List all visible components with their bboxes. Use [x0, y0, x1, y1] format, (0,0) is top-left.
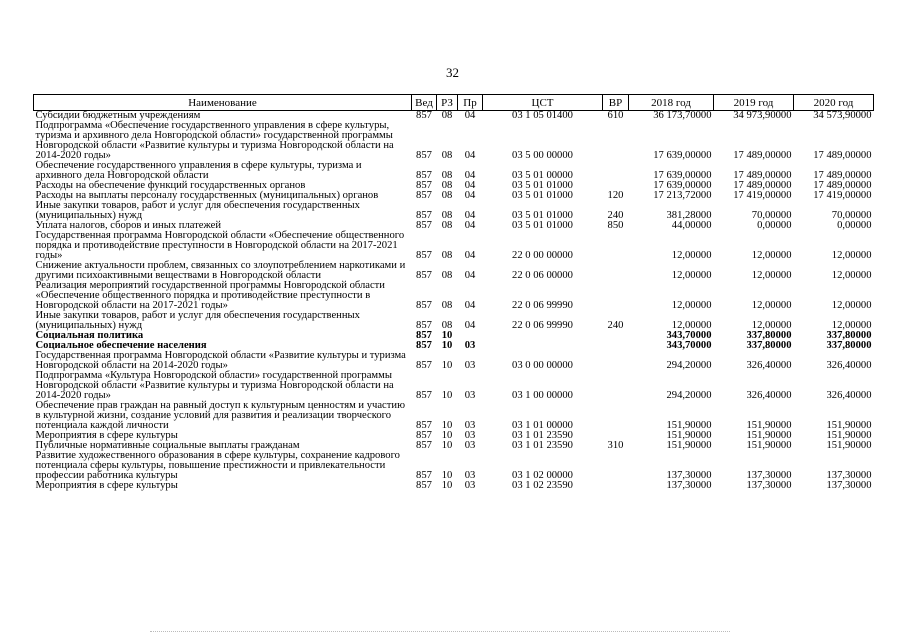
pr-cell: 04 — [464, 300, 476, 311]
cst-cell: 22 0 00 00000 — [512, 250, 573, 261]
cst-cell: 03 5 01 00000 — [512, 170, 573, 181]
rz-cell: 08 — [441, 170, 453, 181]
cst-cell: 03 1 00 00000 — [512, 390, 573, 401]
ved-cell: 857 — [416, 170, 432, 181]
ved-cell: 857 — [416, 250, 432, 261]
pr-cell: 04 — [464, 190, 476, 201]
value-2018-cell: 343,70000 — [666, 330, 712, 341]
value-2020-cell: 12,00000 — [831, 270, 872, 281]
vr-cell — [603, 281, 629, 311]
ved-cell: 857 — [416, 150, 432, 161]
name-cell: Государственная программа Новгородской области «Обеспечение общественного порядка и противодействие преступности в Новгородской области на 2017-2021 годы» — [35, 230, 405, 261]
vr-cell: 240 — [607, 320, 624, 331]
cst-cell: 03 1 01 23590 — [512, 430, 573, 441]
cst-cell: 03 1 02 23590 — [512, 480, 573, 491]
vr-cell: 310 — [607, 440, 624, 451]
value-2020-cell: 0,00000 — [837, 220, 872, 231]
value-2019-cell: 12,00000 — [751, 320, 792, 331]
value-2019-cell: 151,90000 — [746, 430, 792, 441]
ved-cell: 857 — [416, 420, 432, 431]
table-row — [34, 371, 874, 401]
value-2020-cell: 326,40000 — [826, 390, 872, 401]
column-header-name: Наименование — [34, 95, 412, 111]
cst-cell: 03 5 01 01000 — [512, 180, 573, 191]
rz-cell: 08 — [441, 110, 453, 121]
value-2020-cell: 151,90000 — [826, 420, 872, 431]
rz-cell: 10 — [441, 340, 453, 351]
value-2020-cell: 34 573,90000 — [813, 110, 872, 121]
column-header-ved: Вед — [412, 95, 437, 111]
ved-cell: 857 — [416, 300, 432, 311]
value-2018-cell: 12,00000 — [671, 250, 712, 261]
page-number: 32 — [446, 65, 459, 80]
value-2020-cell: 17 489,00000 — [813, 180, 872, 191]
cst-cell: 03 5 01 01000 — [512, 190, 573, 201]
ved-cell: 857 — [416, 320, 432, 331]
ved-cell: 857 — [416, 470, 432, 481]
pr-cell: 03 — [464, 470, 476, 481]
value-2020-cell: 12,00000 — [831, 320, 872, 331]
rz-cell: 08 — [441, 300, 453, 311]
pr-cell: 04 — [464, 210, 476, 221]
table-row — [34, 261, 874, 281]
value-2018-cell: 137,30000 — [666, 480, 712, 491]
cst-cell: 03 5 01 01000 — [512, 210, 573, 221]
ved-cell: 857 — [416, 330, 432, 341]
value-2019-cell: 151,90000 — [746, 420, 792, 431]
table-row — [34, 481, 874, 491]
cst-cell: 03 1 05 01400 — [512, 110, 573, 121]
table-row — [34, 121, 874, 161]
cst-cell — [483, 341, 603, 351]
table-body — [34, 111, 874, 492]
ved-cell: 857 — [416, 390, 432, 401]
rz-cell: 10 — [441, 390, 453, 401]
name-cell: Мероприятия в сфере культуры — [35, 480, 178, 491]
pr-cell: 03 — [464, 420, 476, 431]
column-header-2020: 2020 год — [794, 95, 874, 111]
value-2018-cell: 12,00000 — [671, 270, 712, 281]
value-2018-cell: 44,00000 — [671, 220, 712, 231]
value-2020-cell: 17 489,00000 — [813, 170, 872, 181]
value-2019-cell: 137,30000 — [746, 480, 792, 491]
name-cell: Расходы на выплаты персоналу государственных (муниципальных) органов — [35, 190, 379, 201]
pr-cell: 03 — [464, 390, 476, 401]
value-2019-cell: 12,00000 — [751, 270, 792, 281]
value-2018-cell: 17 639,00000 — [653, 170, 712, 181]
rz-cell: 08 — [441, 250, 453, 261]
name-cell: Расходы на обеспечение функций государственных органов — [35, 180, 306, 191]
rz-cell: 08 — [441, 220, 453, 231]
column-header-vr: ВР — [603, 95, 629, 111]
rz-cell: 10 — [441, 360, 453, 371]
name-cell: Социальная политика — [35, 330, 144, 341]
footer-rule — [150, 631, 730, 633]
value-2018-cell: 12,00000 — [671, 320, 712, 331]
value-2018-cell: 36 173,70000 — [653, 110, 712, 121]
value-2018-cell: 12,00000 — [671, 300, 712, 311]
value-2020-cell: 17 489,00000 — [813, 150, 872, 161]
value-2019-cell: 326,40000 — [746, 390, 792, 401]
pr-cell: 04 — [464, 110, 476, 121]
value-2019-cell: 17 489,00000 — [733, 150, 792, 161]
value-2020-cell: 12,00000 — [831, 250, 872, 261]
cst-cell: 03 0 00 00000 — [512, 360, 573, 371]
column-header-2019: 2019 год — [714, 95, 794, 111]
column-header-rz: РЗ — [437, 95, 458, 111]
column-header-pr: Пр — [458, 95, 483, 111]
cst-cell: 03 1 02 00000 — [512, 470, 573, 481]
value-2018-cell: 294,20000 — [666, 360, 712, 371]
value-2020-cell: 70,00000 — [831, 210, 872, 221]
rz-cell: 10 — [441, 480, 453, 491]
column-header-2018: 2018 год — [629, 95, 714, 111]
value-2020-cell: 137,30000 — [826, 470, 872, 481]
ved-cell: 857 — [416, 270, 432, 281]
pr-cell: 03 — [464, 440, 476, 451]
rz-cell: 08 — [441, 150, 453, 161]
vr-cell: 610 — [607, 110, 624, 121]
vr-cell — [603, 451, 629, 481]
vr-cell — [603, 341, 629, 351]
value-2019-cell: 151,90000 — [746, 440, 792, 451]
value-2019-cell: 337,80000 — [746, 340, 792, 351]
value-2020-cell: 137,30000 — [826, 480, 872, 491]
name-cell: Субсидии бюджетным учреждениям — [35, 110, 201, 121]
rz-cell: 08 — [441, 320, 453, 331]
table-row — [34, 201, 874, 221]
name-cell: Обеспечение государственного управления в сфере культуры, туризма и архивного дела Новгородской области — [35, 160, 362, 181]
value-2019-cell: 34 973,90000 — [733, 110, 792, 121]
value-2019-cell: 12,00000 — [751, 250, 792, 261]
rz-cell: 10 — [441, 420, 453, 431]
rz-cell: 08 — [441, 210, 453, 221]
rz-cell: 10 — [441, 440, 453, 451]
pr-cell: 04 — [464, 150, 476, 161]
rz-cell: 10 — [441, 470, 453, 481]
vr-cell — [603, 161, 629, 181]
value-2019-cell: 17 419,00000 — [733, 190, 792, 201]
value-2019-cell: 137,30000 — [746, 470, 792, 481]
table-row — [34, 311, 874, 331]
pr-cell: 04 — [464, 170, 476, 181]
pr-cell: 04 — [464, 320, 476, 331]
value-2020-cell: 12,00000 — [831, 300, 872, 311]
value-2018-cell: 17 639,00000 — [653, 180, 712, 191]
name-cell: Развитие художественного образования в сфере культуры, сохранение кадрового потенциала сферы культуры, повышение престижности и привлекательности профессии работника культуры — [35, 450, 400, 481]
pr-cell: 03 — [464, 480, 476, 491]
cst-cell: 03 5 01 01000 — [512, 220, 573, 231]
table-header-row — [34, 95, 874, 111]
table-row — [34, 451, 874, 481]
rz-cell: 10 — [441, 330, 453, 341]
pr-cell: 03 — [464, 430, 476, 441]
ved-cell: 857 — [416, 440, 432, 451]
value-2020-cell: 337,80000 — [826, 330, 872, 341]
vr-cell: 240 — [607, 210, 624, 221]
rz-cell: 08 — [441, 190, 453, 201]
value-2018-cell: 17 213,72000 — [653, 190, 712, 201]
value-2019-cell: 0,00000 — [757, 220, 792, 231]
vr-cell — [603, 121, 629, 161]
name-cell: Публичные нормативные социальные выплаты гражданам — [35, 440, 300, 451]
value-2019-cell: 12,00000 — [751, 300, 792, 311]
vr-cell: 850 — [607, 220, 624, 231]
name-cell: Обеспечение прав граждан на равный доступ к культурным ценностям и участию в культурной жизни, создание условий для развития и реализации творческого потенциала каждой личности — [35, 400, 405, 431]
value-2020-cell: 17 419,00000 — [813, 190, 872, 201]
cst-cell: 22 0 06 00000 — [512, 270, 573, 281]
table-row — [34, 231, 874, 261]
pr-cell: 04 — [464, 220, 476, 231]
ved-cell: 857 — [416, 190, 432, 201]
name-cell: Снижение актуальности проблем, связанных со злоупотреблением наркотиками и другими психоактивными веществами в Новгородской области — [35, 260, 406, 281]
name-cell: Подпрограмма «Обеспечение государственного управления в сфере культуры, туризма и архивного дела Новгородской области» государственной программы Новгородской области «Развитие культуры и туризма Новгородской области на 2014-2020 годы» — [35, 120, 394, 161]
value-2020-cell: 151,90000 — [826, 440, 872, 451]
value-2018-cell: 151,90000 — [666, 430, 712, 441]
cst-cell: 03 1 01 00000 — [512, 420, 573, 431]
value-2018-cell: 151,90000 — [666, 420, 712, 431]
name-cell: Социальное обеспечение населения — [35, 340, 207, 351]
table-row — [34, 401, 874, 431]
pr-cell: 03 — [464, 360, 476, 371]
ved-cell: 857 — [416, 180, 432, 191]
pr-cell: 04 — [464, 270, 476, 281]
rz-cell: 08 — [441, 270, 453, 281]
ved-cell: 857 — [416, 430, 432, 441]
name-cell: Государственная программа Новгородской области «Развитие культуры и туризма Новгородской области на 2014-2020 годы» — [35, 350, 406, 371]
ved-cell: 857 — [416, 340, 432, 351]
name-cell: Иные закупки товаров, работ и услуг для обеспечения государственных (муниципальных) нужд — [35, 310, 360, 331]
value-2019-cell: 17 489,00000 — [733, 180, 792, 191]
name-cell: Уплата налогов, сборов и иных платежей — [35, 220, 222, 231]
value-2019-cell: 70,00000 — [751, 210, 792, 221]
pr-cell: 04 — [464, 180, 476, 191]
vr-cell — [603, 371, 629, 401]
value-2020-cell: 151,90000 — [826, 430, 872, 441]
table-row — [34, 281, 874, 311]
value-2018-cell: 343,70000 — [666, 340, 712, 351]
value-2018-cell: 137,30000 — [666, 470, 712, 481]
name-cell: Мероприятия в сфере культуры — [35, 430, 178, 441]
value-2020-cell: 326,40000 — [826, 360, 872, 371]
value-2020-cell: 337,80000 — [826, 340, 872, 351]
value-2019-cell: 17 489,00000 — [733, 170, 792, 181]
name-cell: Иные закупки товаров, работ и услуг для обеспечения государственных (муниципальных) нужд — [35, 200, 360, 221]
value-2018-cell: 294,20000 — [666, 390, 712, 401]
ved-cell: 857 — [416, 110, 432, 121]
column-header-cst: ЦСТ — [483, 95, 603, 111]
value-2019-cell: 337,80000 — [746, 330, 792, 341]
cst-cell: 22 0 06 99990 — [512, 300, 573, 311]
ved-cell: 857 — [416, 360, 432, 371]
pr-cell: 04 — [464, 250, 476, 261]
cst-cell — [483, 331, 603, 341]
vr-cell — [603, 231, 629, 261]
vr-cell — [603, 401, 629, 431]
ved-cell: 857 — [416, 210, 432, 221]
rz-cell: 08 — [441, 180, 453, 191]
ved-cell: 857 — [416, 480, 432, 491]
vr-cell — [603, 351, 629, 371]
table-row — [34, 351, 874, 371]
value-2018-cell: 381,28000 — [666, 210, 712, 221]
cst-cell: 22 0 06 99990 — [512, 320, 573, 331]
ved-cell: 857 — [416, 220, 432, 231]
value-2018-cell: 17 639,00000 — [653, 150, 712, 161]
name-cell: Реализация мероприятий государственной программы Новгородской области «Обеспечение общественного порядка и противодействие преступности в Новгородской области на 2017-2021 годы» — [35, 280, 385, 311]
value-2018-cell: 151,90000 — [666, 440, 712, 451]
name-cell: Подпрограмма «Культура Новгородской области» государственной программы Новгородской области «Развитие культуры и туризма Новгородской области на 2014-2020 годы» — [35, 370, 394, 401]
cst-cell: 03 5 00 00000 — [512, 150, 573, 161]
pr-cell: 03 — [464, 340, 476, 351]
vr-cell — [603, 481, 629, 491]
vr-cell — [603, 331, 629, 341]
cst-cell: 03 1 01 23590 — [512, 440, 573, 451]
rz-cell: 10 — [441, 430, 453, 441]
budget-table — [33, 94, 874, 491]
table-row — [34, 161, 874, 181]
vr-cell — [603, 261, 629, 281]
value-2019-cell: 326,40000 — [746, 360, 792, 371]
vr-cell: 120 — [607, 190, 624, 201]
